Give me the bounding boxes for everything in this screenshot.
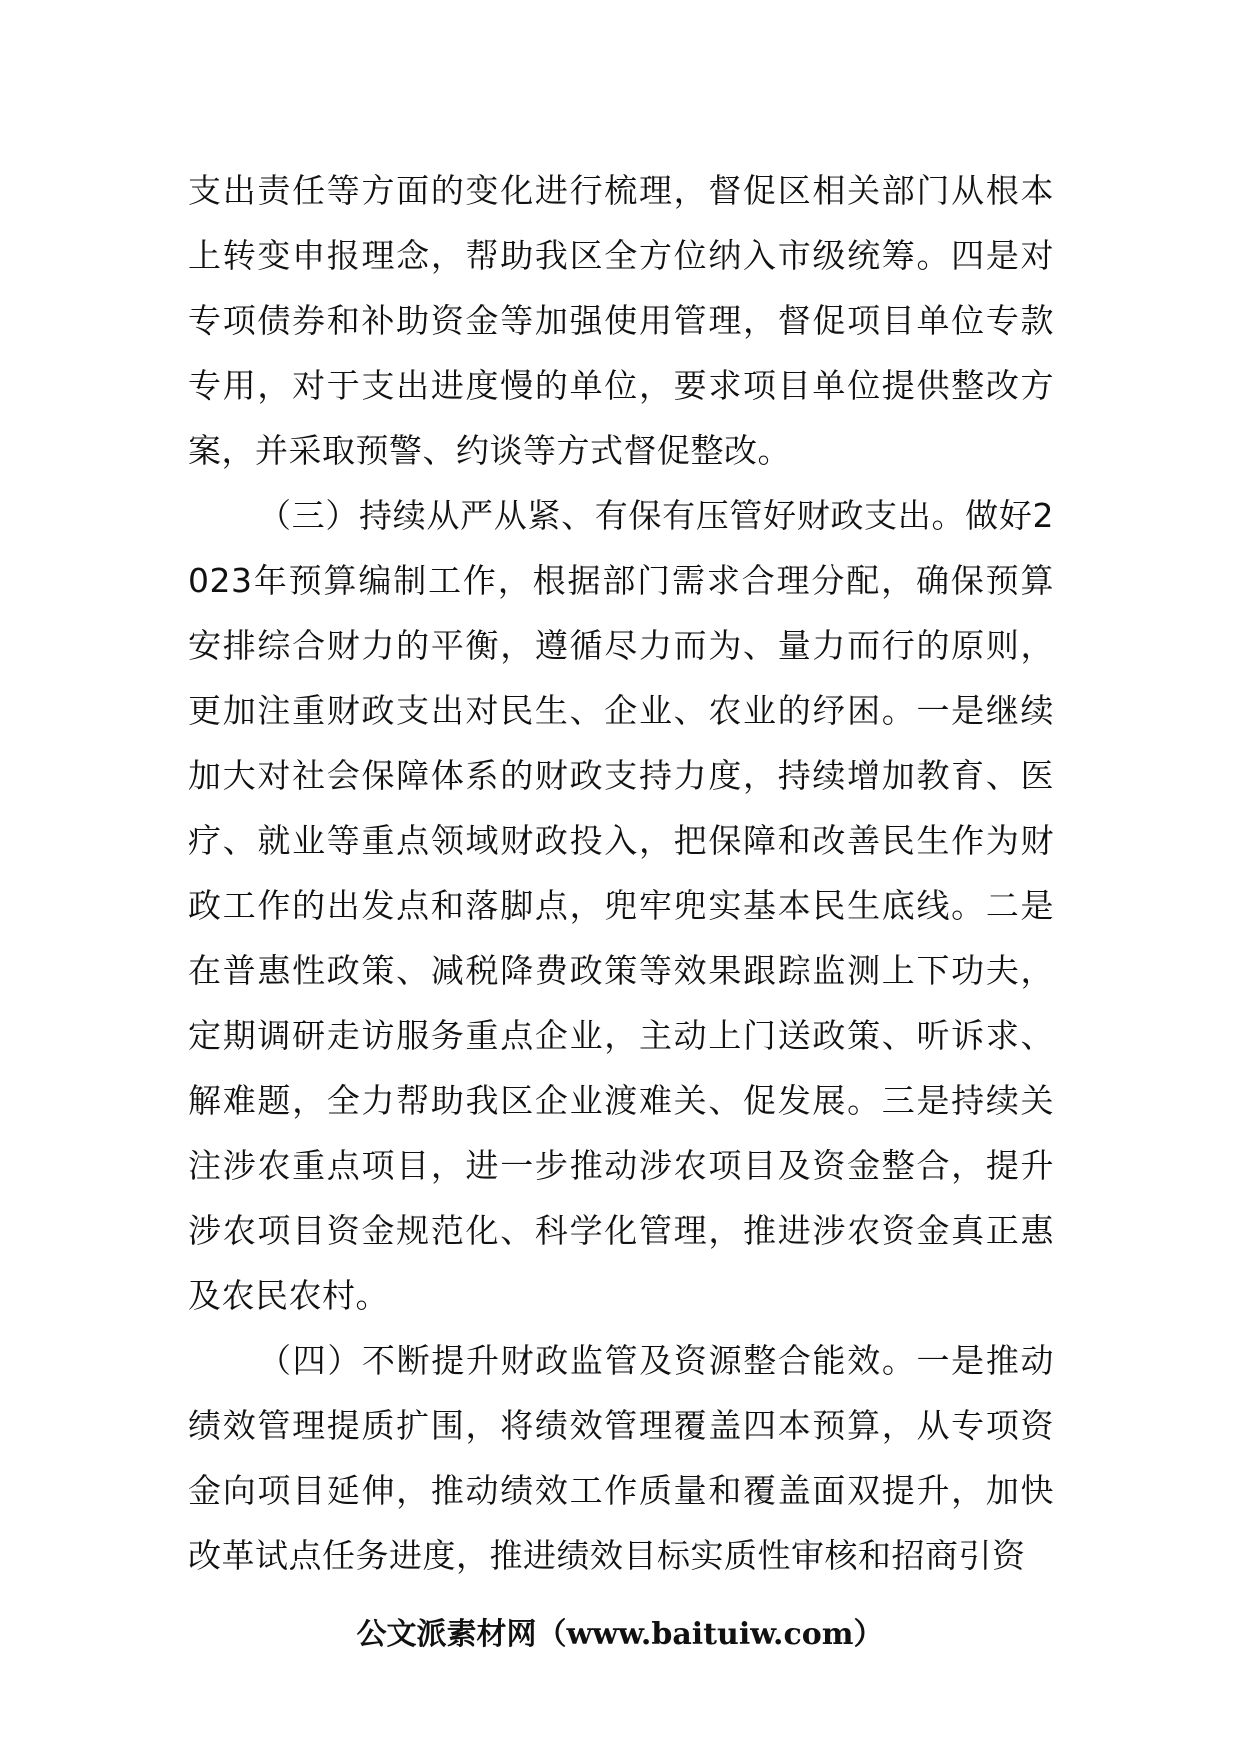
document-body <box>188 158 1054 1588</box>
paragraph-1: 支出责任等方面的变化进行梳理，督促区相关部门从根本上转变申报理念，帮助我区全方位纳入市级统筹。四是对专项债券和补助资金等加强使用管理，督促项目单位专款专用，对于支出进度慢的单位，要求项目单位提供整改方案，并采取预警、约谈等方式督促整改。 <box>188 171 1054 470</box>
paragraph-2: （三）持续从严从紧、有保有压管好财政支出。做好2023年预算编制工作，根据部门需求合理分配，确保预算安排综合财力的平衡，遵循尽力而为、量力而行的原则，更加注重财政支出对民生、企业、农业的纾困。一是继续加大对社会保障体系的财政支持力度，持续增加教育、医疗、就业等重点领域财政投入，把保障和改善民生作为财政工作的出发点和落脚点，兜牢兜实基本民生底线。二是在普惠性政策、减税降费政策等效果跟踪监测上下功夫，定期调研走访服务重点企业，主动上门送政策、听诉求、解难题，全力帮助我区企业渡难关、促发展。三是持续关注涉农重点项目，进一步推动涉农项目及资金整合，提升涉农项目资金规范化、科学化管理，推进涉农资金真正惠及农民农村。 <box>188 496 1054 1315</box>
paragraph-3: （四）不断提升财政监管及资源整合能效。一是推动绩效管理提质扩围，将绩效管理覆盖四本预算，从专项资金向项目延伸，推动绩效工作质量和覆盖面双提升，加快改革试点任务进度，推进绩效目标实质性审核和招商引资 <box>188 1341 1054 1575</box>
footer-watermark: 公文派素材网（www.baituiw.com） <box>356 1617 884 1652</box>
